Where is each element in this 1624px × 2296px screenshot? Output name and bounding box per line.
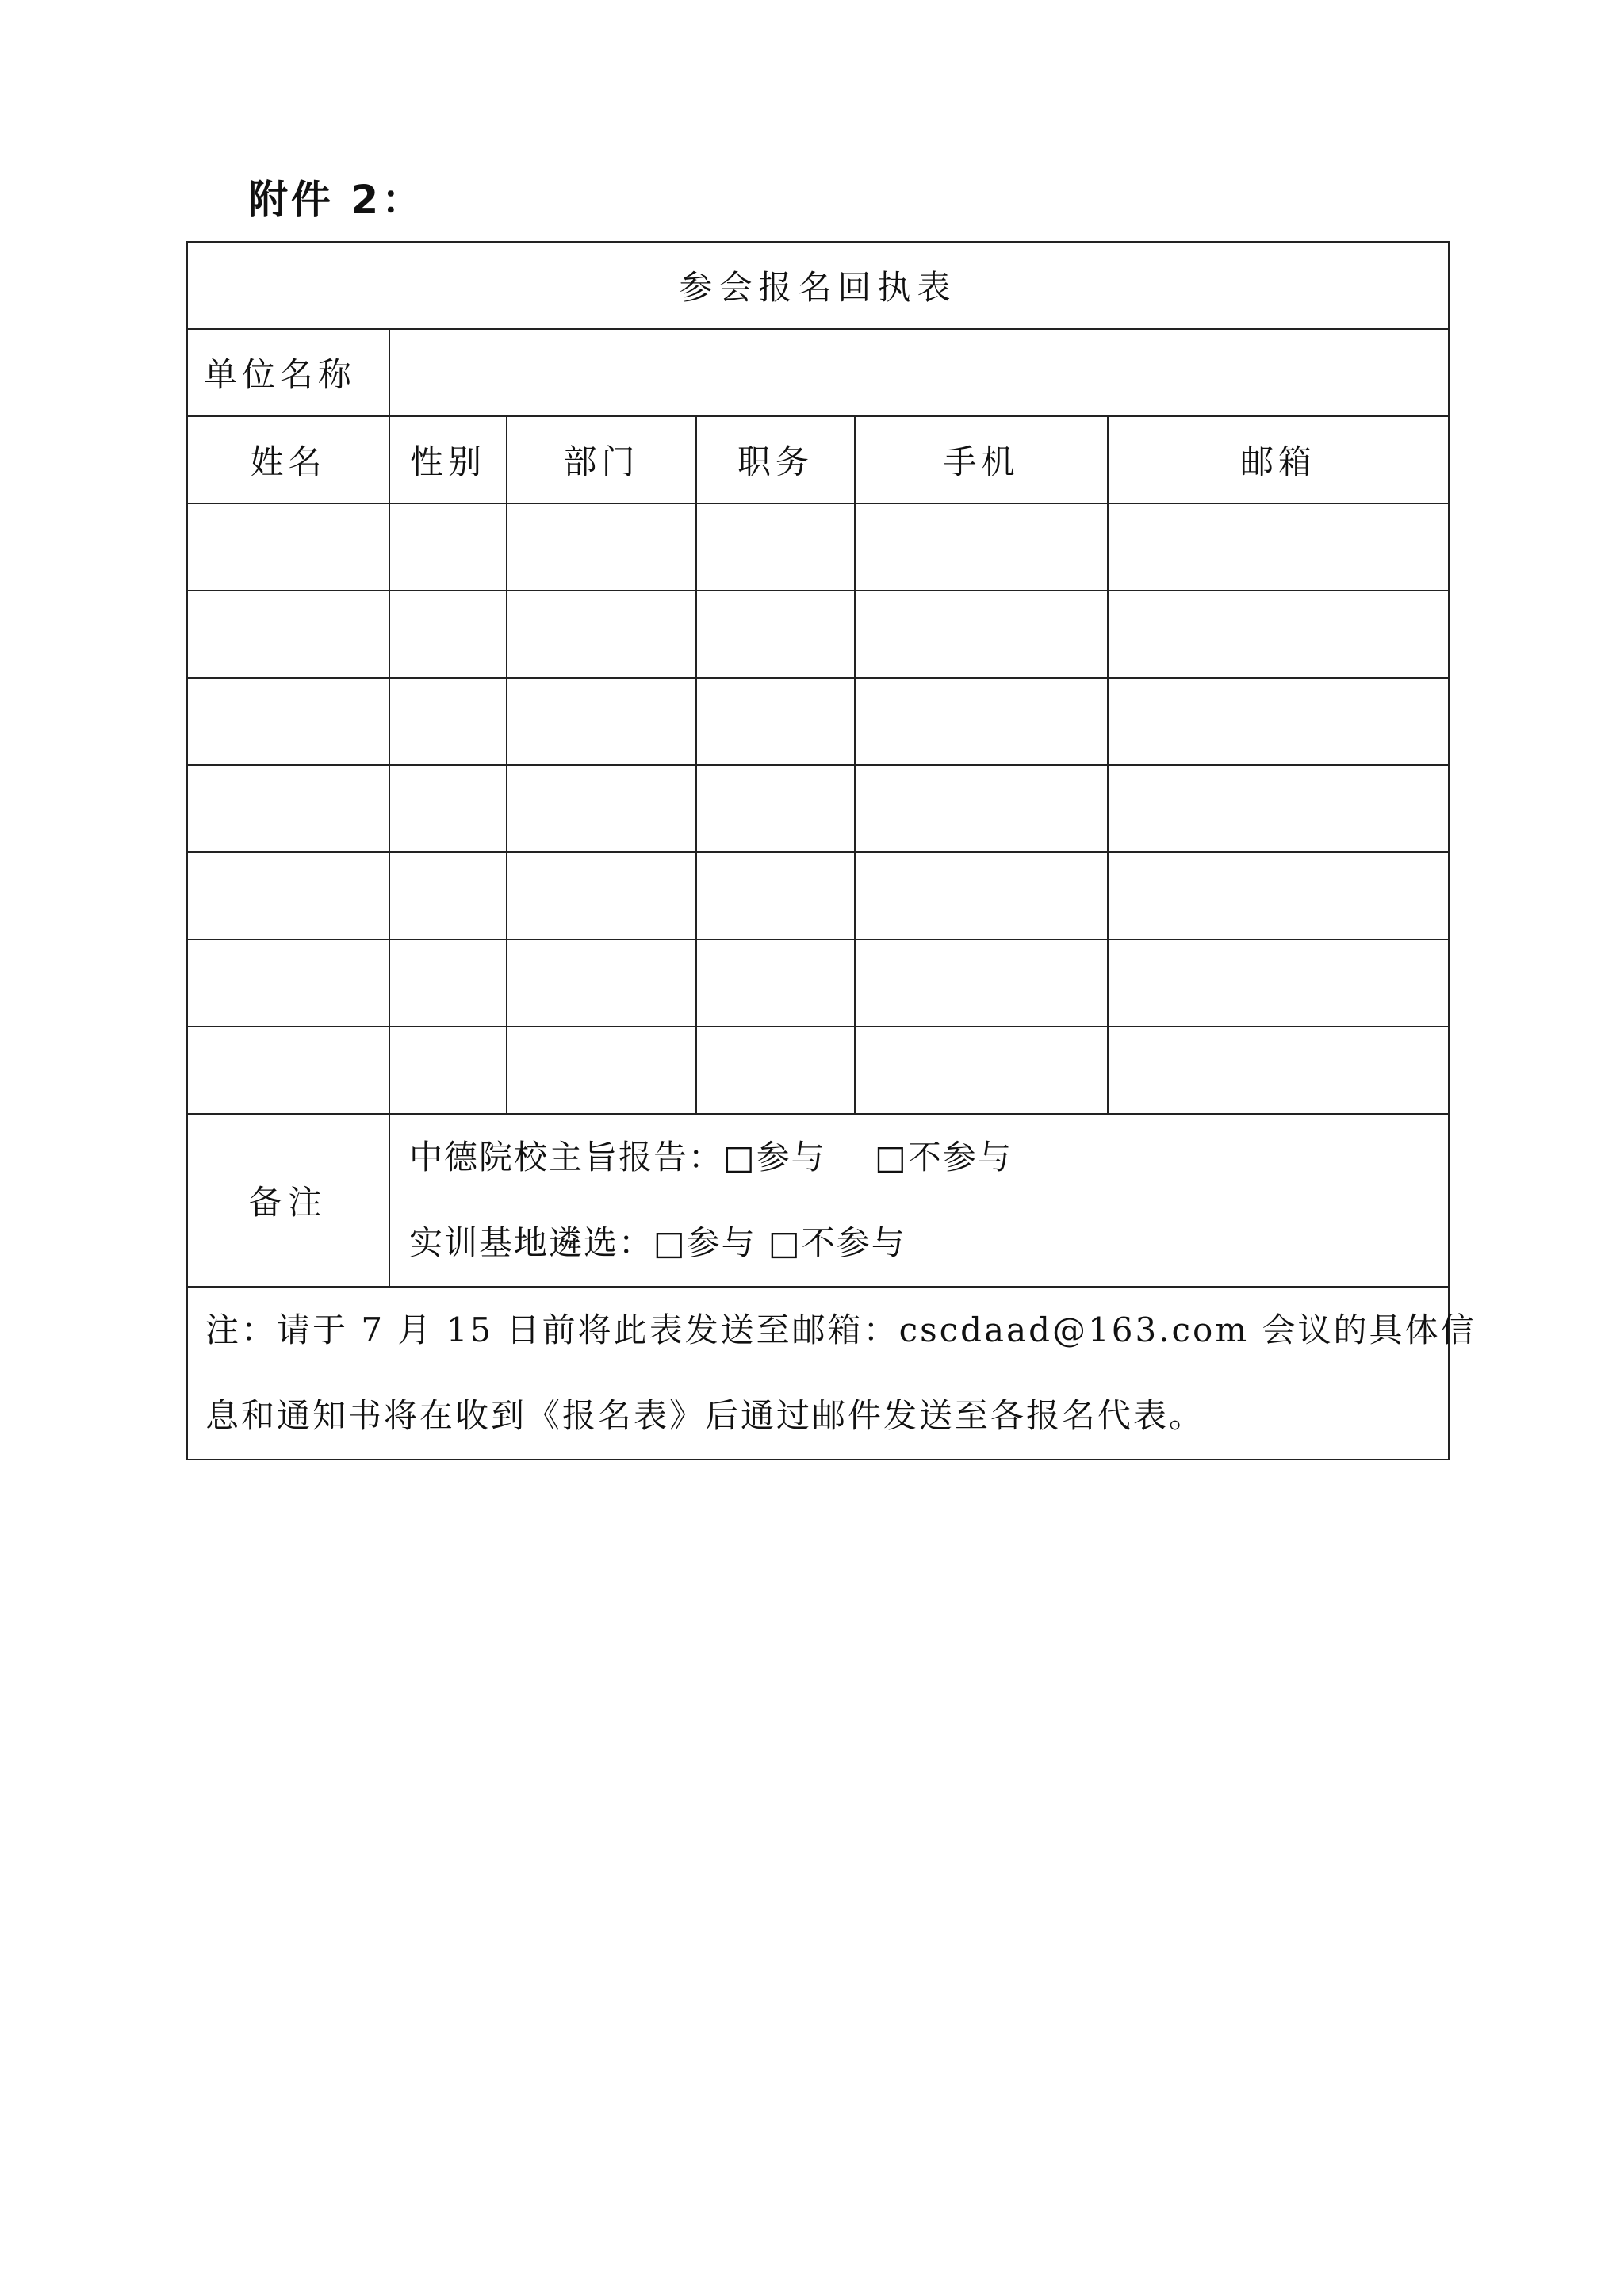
name-cell[interactable] [187,939,389,1027]
position-cell[interactable] [696,678,855,765]
unit-name-row [187,329,1449,416]
name-cell[interactable] [187,852,389,939]
gender-cell[interactable] [389,678,507,765]
remarks-row [187,1114,1449,1287]
position-cell[interactable] [696,852,855,939]
position-cell[interactable] [696,765,855,852]
name-cell[interactable] [187,591,389,678]
position-cell[interactable] [696,503,855,591]
department-cell[interactable] [507,939,696,1027]
form-title: 参会报名回执表 [187,242,1449,329]
gender-cell[interactable] [389,765,507,852]
registration-form-table [186,241,1477,1460]
remarks-content [389,1114,1449,1287]
department-cell[interactable] [507,765,696,852]
table-row [187,503,1449,591]
position-cell[interactable] [696,939,855,1027]
attachment-heading: 附件 2： [248,177,425,223]
email-cell[interactable] [1108,503,1449,591]
table-row [187,678,1449,765]
submission-note [187,1287,1477,1460]
position-cell[interactable] [696,1027,855,1114]
table-row [187,939,1449,1027]
mobile-cell[interactable] [855,765,1108,852]
name-cell[interactable] [187,1027,389,1114]
column-header-name: 姓名 [187,416,389,503]
mobile-cell[interactable] [855,678,1108,765]
email-cell[interactable] [1108,591,1449,678]
table-row [187,852,1449,939]
email-cell[interactable] [1108,1027,1449,1114]
column-header-gender: 性别 [389,416,507,503]
column-header-row [187,416,1449,503]
department-cell[interactable] [507,503,696,591]
name-cell[interactable] [187,503,389,591]
note-line-2: 息和通知书将在收到《报名表》后通过邮件发送至各报名代表。 [205,1396,1205,1435]
name-cell[interactable] [187,765,389,852]
column-header-department: 部门 [507,416,696,503]
gender-cell[interactable] [389,852,507,939]
email-cell[interactable] [1108,765,1449,852]
note-row [187,1287,1449,1460]
unit-name-label: 单位名称 [187,329,389,416]
column-header-email: 邮箱 [1108,416,1449,503]
mobile-cell[interactable] [855,591,1108,678]
department-cell[interactable] [507,591,696,678]
table-row [187,1027,1449,1114]
mobile-cell[interactable] [855,503,1108,591]
note-line-1: 注：请于 7 月 15 日前将此表发送至邮箱：cscdaad@163.com 会议的具体信 [205,1311,1477,1349]
column-header-position: 职务 [696,416,855,503]
gender-cell[interactable] [389,591,507,678]
column-header-mobile: 手机 [855,416,1108,503]
gender-cell[interactable] [389,503,507,591]
position-cell[interactable] [696,591,855,678]
form-title-row [187,242,1449,329]
email-cell[interactable] [1108,678,1449,765]
name-cell[interactable] [187,678,389,765]
training-base-selection-option[interactable]: 实训基地遴选：□参与 □不参与 [409,1223,906,1262]
email-cell[interactable] [1108,852,1449,939]
gender-cell[interactable] [389,1027,507,1114]
keynote-attendance-option[interactable]: 中德院校主旨报告：□参与 □不参与 [409,1138,1013,1177]
unit-name-field[interactable] [389,329,1449,416]
table-row [187,591,1449,678]
department-cell[interactable] [507,852,696,939]
mobile-cell[interactable] [855,1027,1108,1114]
table-row [187,765,1449,852]
department-cell[interactable] [507,1027,696,1114]
remarks-label: 备注 [187,1114,389,1287]
department-cell[interactable] [507,678,696,765]
email-cell[interactable] [1108,939,1449,1027]
mobile-cell[interactable] [855,852,1108,939]
mobile-cell[interactable] [855,939,1108,1027]
gender-cell[interactable] [389,939,507,1027]
